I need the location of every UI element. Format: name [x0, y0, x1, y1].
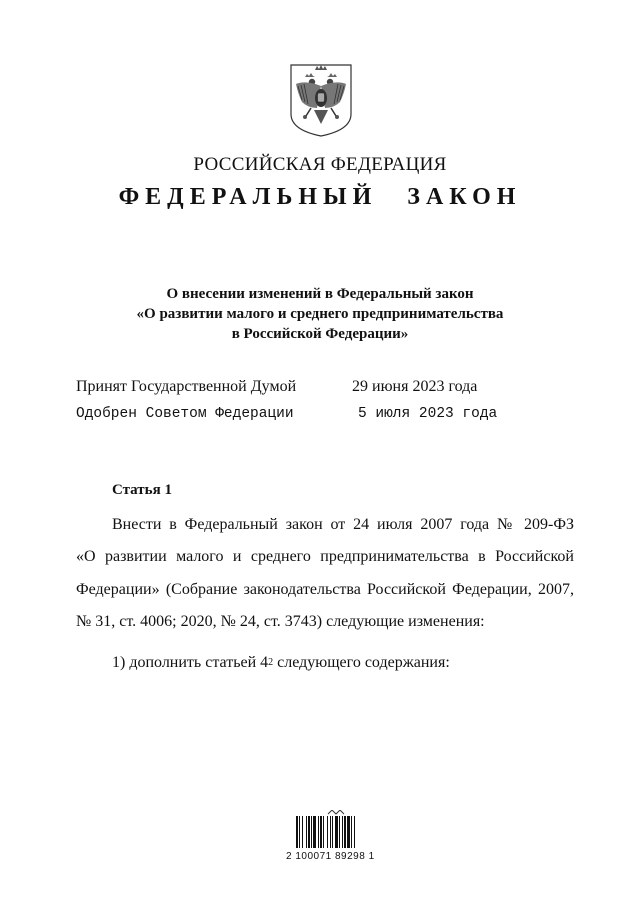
amendment-item-1-suffix: следующего содержания: — [273, 654, 450, 671]
law-title — [0, 284, 640, 344]
amendment-item-1-text: 1) дополнить статьей 4 — [112, 654, 269, 671]
amendment-item-1 — [112, 653, 450, 675]
document-type: ФЕДЕРАЛЬНЫЙ ЗАКОН — [118, 184, 522, 210]
law-title-line-3: в Российской Федерации» — [231, 326, 409, 342]
council-approval-date: 5 июля 2023 года — [358, 406, 498, 422]
duma-adoption-row — [76, 378, 556, 400]
article-text-line-1: Внести в Федеральный закон от 24 июля 2007 года № 209-ФЗ — [112, 516, 574, 533]
duma-adoption-label: Принят Государственной Думой — [76, 378, 297, 395]
article-heading: Статья 1 — [112, 482, 172, 498]
article-text-line-3: Федерации» (Собрание законодательства Российской Федерации, 2007, — [76, 581, 574, 598]
barcode-number: 2 100071 89298 1 — [286, 851, 375, 862]
article-text-line-2: «О развитии малого и среднего предпринимательства в Российской — [76, 548, 574, 565]
article-number-superscript: 2 — [268, 657, 274, 668]
article-text-line-4: № 31, ст. 4006; 2020, № 24, ст. 3743) следующие изменения: — [76, 613, 485, 630]
law-title-line-2: «О развитии малого и среднего предпринимательства — [136, 306, 504, 322]
barcode-icon — [294, 810, 378, 850]
coat-of-arms-icon — [288, 62, 354, 138]
country-name: РОССИЙСКАЯ ФЕДЕРАЦИЯ — [193, 154, 447, 175]
duma-adoption-date: 29 июня 2023 года — [352, 378, 478, 395]
council-approval-row — [76, 406, 556, 428]
law-title-line-1: О внесении изменений в Федеральный закон — [166, 286, 474, 302]
council-approval-label: Одобрен Советом Федерации — [76, 406, 294, 422]
